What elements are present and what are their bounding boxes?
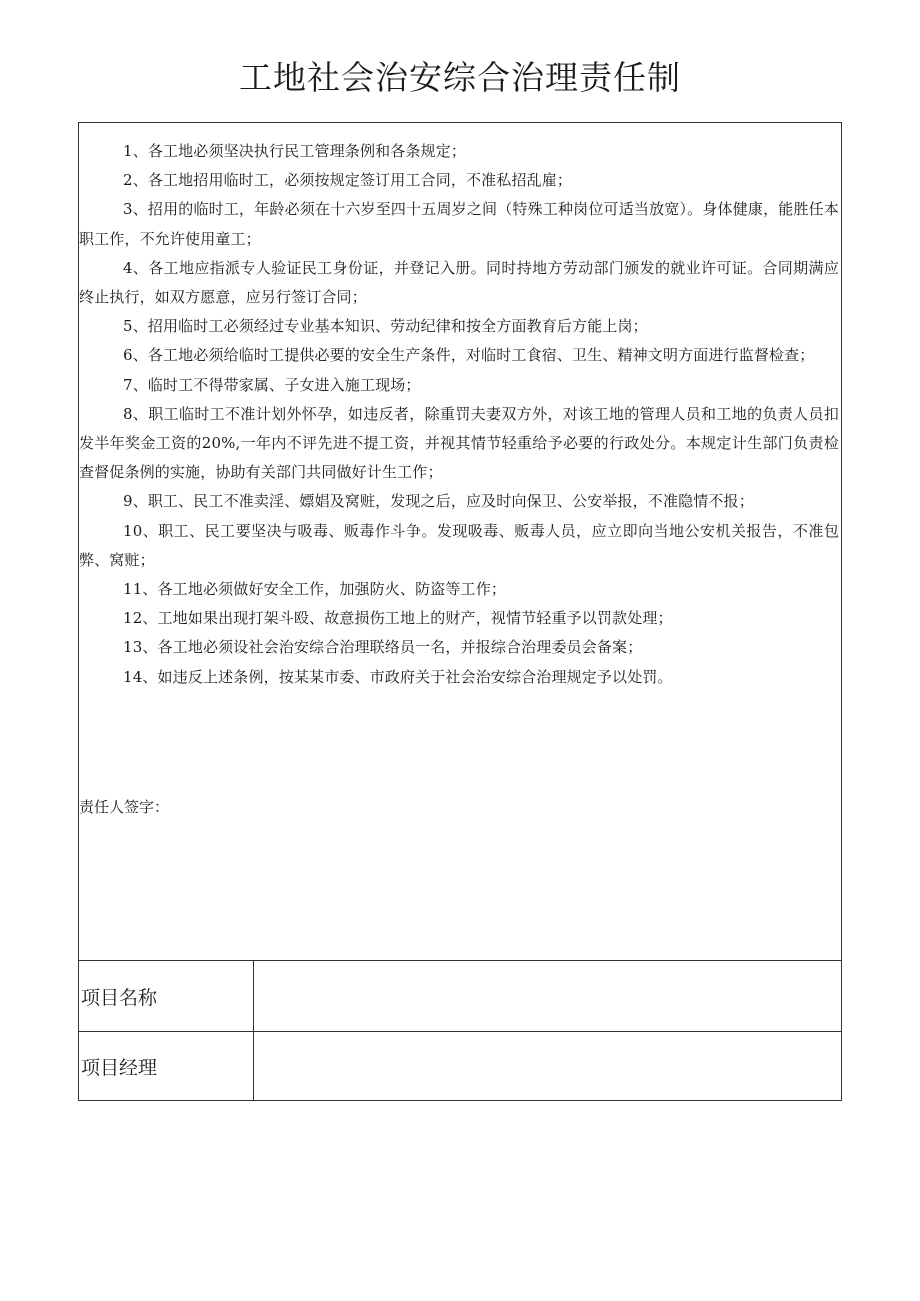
responsibility-table	[78, 122, 842, 1101]
rule-item: 11、各工地必须做好安全工作，加强防火、防盗等工作；	[123, 580, 506, 599]
rule-item: 2、各工地招用临时工，必须按规定签订用工合同，不准私招乱雇；	[123, 171, 573, 190]
rules-list	[79, 137, 841, 692]
signature-label: 责任人签字：	[79, 798, 170, 816]
rule-item: 7、临时工不得带家属、子女进入施工现场；	[123, 375, 421, 394]
project-manager-value[interactable]	[254, 1032, 841, 1101]
project-name-row	[79, 960, 841, 1031]
rule-item: 14、如违反上述条例，按某某市委、市政府关于社会治安综合治理规定予以处罚。	[123, 667, 673, 686]
rule-item: 3、招用的临时工，年龄必须在十六岁至四十五周岁之间（特殊工种岗位可适当放宽）。身体健康，能胜任本职工作，不允许使用童工；	[79, 200, 839, 248]
rule-item: 8、职工临时工不准计划外怀孕，如违反者，除重罚夫妻双方外，对该工地的管理人员和工地的负责人员扣发半年奖金工资的20%,一年内不评先进不提工资，并视其情节轻重给予必要的行政处分。本规定计生部门负责检查督促条例的实施，协助有关部门共同做好计生工作；	[79, 404, 839, 482]
rule-item: 13、各工地必须设社会治安综合治理联络员一名，并报综合治理委员会备案；	[123, 638, 643, 657]
project-name-value[interactable]	[254, 961, 841, 1031]
rule-item: 5、招用临时工必须经过专业基本知识、劳动纪律和按全方面教育后方能上岗；	[123, 317, 648, 336]
document-title: 工地社会治安综合治理责任制	[239, 58, 681, 97]
rule-item: 12、工地如果出现打架斗殴、故意损伤工地上的财产，视情节轻重予以罚款处理；	[123, 609, 673, 628]
rule-item: 6、各工地必须给临时工提供必要的安全生产条件，对临时工食宿、卫生、精神文明方面进行监督检查；	[123, 346, 815, 365]
project-manager-label: 项目经理	[79, 1032, 254, 1101]
project-manager-row	[79, 1031, 841, 1101]
project-name-label: 项目名称	[79, 961, 254, 1031]
rule-item: 9、职工、民工不准卖淫、嫖娼及窝赃，发现之后，应及时向保卫、公安举报，不准隐情不报；	[123, 492, 754, 511]
rule-item: 1、各工地必须坚决执行民工管理条例和各条规定；	[123, 142, 466, 160]
rule-item: 4、各工地应指派专人验证民工身份证，并登记入册。同时持地方劳动部门颁发的就业许可证。合同期满应终止执行，如双方愿意，应另行签订合同；	[79, 258, 839, 307]
rule-item: 10、职工、民工要坚决与吸毒、贩毒作斗争。发现吸毒、贩毒人员，应立即向当地公安机关报告，不准包弊、窝赃；	[79, 521, 839, 569]
